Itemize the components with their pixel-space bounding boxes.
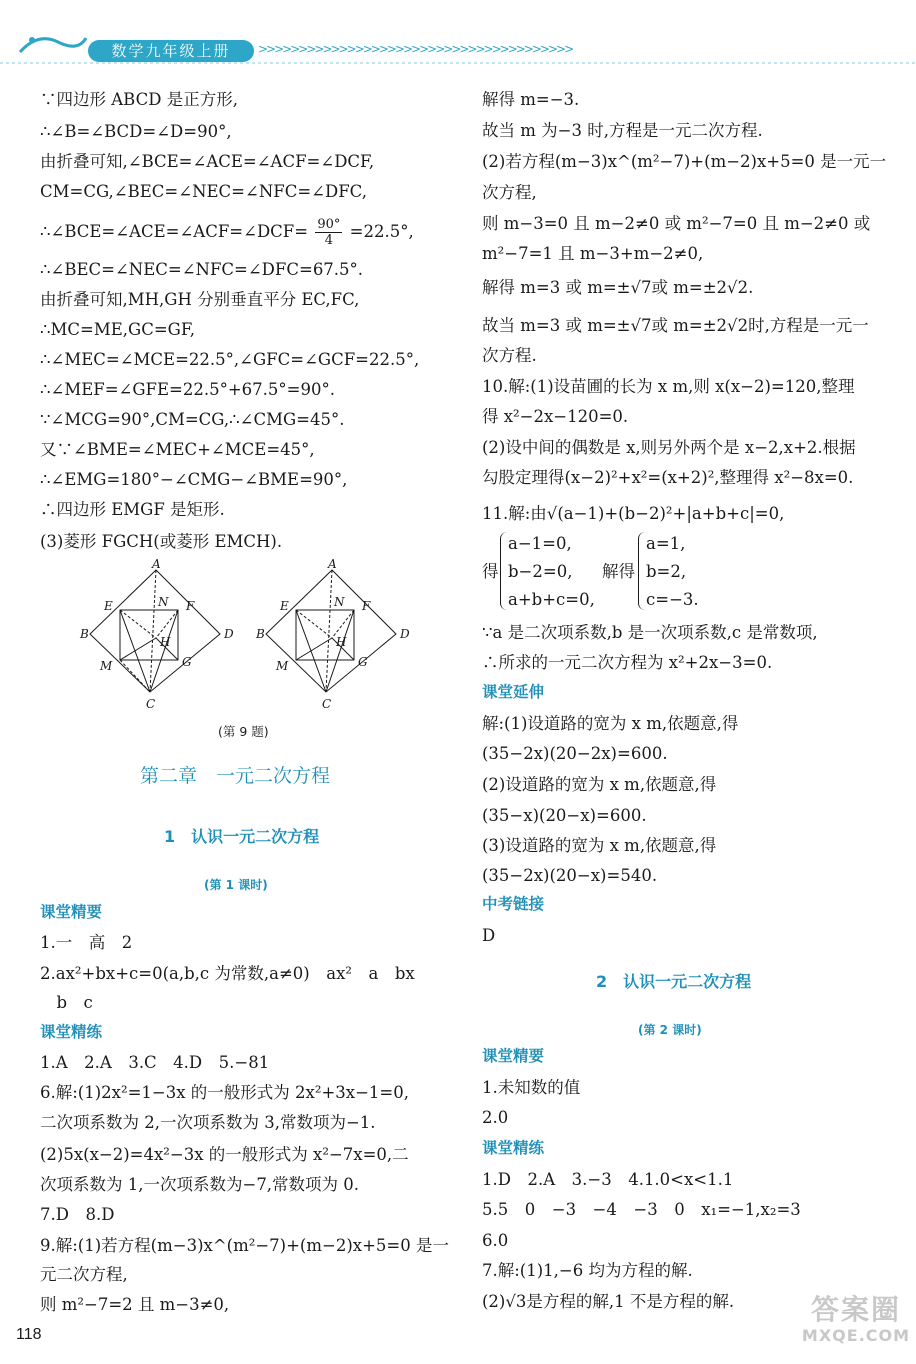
- label-G: G: [358, 655, 368, 669]
- text-line: 次方程.: [482, 346, 537, 365]
- label-H: H: [160, 635, 171, 649]
- text-line: 6.解:(1)2x²=1−3x 的一般形式为 2x²+3x−1=0,: [40, 1083, 409, 1102]
- fraction: [315, 217, 342, 248]
- text-line: 11.解:由√(a−1)+(b−2)²+|a+b+c|=0,: [482, 504, 785, 523]
- text-line: 7.解:(1)1,−6 均为方程的解.: [482, 1261, 693, 1280]
- text-line: ∵∠MCG=90°,CM=CG,∴∠CMG=45°.: [40, 410, 345, 429]
- label-B: B: [80, 627, 89, 641]
- text-line: CM=CG,∠BEC=∠NEC=∠NFC=∠DFC,: [40, 182, 367, 201]
- system-sol: c=−3.: [646, 590, 699, 609]
- section-heading: 课堂延伸: [482, 683, 545, 701]
- page-header: [0, 30, 916, 70]
- text-line: (2)√3是方程的解,1 不是方程的解.: [482, 1292, 735, 1311]
- text-line: (2)设中间的偶数是 x,则另外两个是 x−2,x+2.根据: [482, 438, 856, 457]
- figure-caption: (第 9 题): [218, 724, 269, 739]
- text-line: 1.D 2.A 3.−3 4.1.0<x<1.1: [482, 1170, 734, 1189]
- system-jiede: 解得: [602, 562, 635, 581]
- text-line: 故当 m=3 或 m=±√7或 m=±2√2时,方程是一元一: [482, 316, 869, 335]
- fraction-numerator: 90°: [317, 217, 341, 232]
- label-A: A: [328, 558, 337, 571]
- system-eq: a−1=0,: [508, 534, 572, 553]
- lesson-label: (第 1 课时): [204, 878, 268, 892]
- text-line: 解得 m=−3.: [482, 90, 580, 109]
- label-N: N: [334, 595, 345, 609]
- text-line: 故当 m 为−3 时,方程是一元二次方程.: [482, 121, 763, 140]
- section-title: 2 认识一元二次方程: [596, 972, 752, 991]
- text-line: ∴∠BEC=∠NEC=∠NFC=∠DFC=67.5°.: [40, 260, 364, 279]
- text-line: 2.ax²+bx+c=0(a,b,c 为常数,a≠0) ax² a bx: [40, 964, 415, 983]
- text-line: 1.未知数的值: [482, 1078, 581, 1097]
- text-line: (2)设道路的宽为 x m,依题意,得: [482, 775, 717, 794]
- text-line: 2.0: [482, 1108, 509, 1127]
- text-line: 勾股定理得(x−2)²+x²=(x+2)²,整理得 x²−8x=0.: [482, 468, 854, 487]
- geometry-figure: [78, 558, 418, 710]
- system-eq: a+b+c=0,: [508, 590, 595, 609]
- text-line: 解得 m=3 或 m=±√7或 m=±2√2.: [482, 278, 754, 297]
- label-D: D: [224, 627, 234, 641]
- text-line: b c: [40, 993, 93, 1012]
- text-line: 由折叠可知,∠BCE=∠ACE=∠ACF=∠DCF,: [40, 152, 375, 171]
- text-line: 1.A 2.A 3.C 4.D 5.−81: [40, 1053, 270, 1072]
- watermark-logo: [796, 1293, 916, 1364]
- header-arrows: >>>>>>>>>>>>>>>>>>>>>>>>>>>>>>>>>>>>>>>: [258, 42, 573, 56]
- text-line: (3)设道路的宽为 x m,依题意,得: [482, 836, 717, 855]
- label-E: E: [280, 599, 289, 613]
- text-line: ∵四边形 ABCD 是正方形,: [40, 90, 238, 109]
- label-G: G: [182, 655, 192, 669]
- text-line: m²−7=1 且 m−3+m−2≠0,: [482, 244, 704, 263]
- text-line: D: [482, 926, 496, 945]
- text-line: 10.解:(1)设苗圃的长为 x m,则 x(x−2)=120,整理: [482, 377, 855, 396]
- system-sol: a=1,: [646, 534, 686, 553]
- text-line: ∴所求的一元二次方程为 x²+2x−3=0.: [482, 653, 773, 672]
- text-line: 9.解:(1)若方程(m−3)x^(m²−7)+(m−2)x+5=0 是一: [40, 1236, 449, 1255]
- text-line: 1.一 高 2: [40, 933, 133, 952]
- chapter-title: 第二章 一元二次方程: [140, 765, 331, 787]
- system-de: 得: [482, 562, 499, 581]
- text-line: ∴四边形 EMGF 是矩形.: [40, 500, 225, 519]
- text-line: (2)5x(x−2)=4x²−3x 的一般形式为 x²−7x=0,二: [40, 1145, 409, 1164]
- text-line: ∴∠EMG=180°−∠CMG−∠BME=90°,: [40, 470, 348, 489]
- header-title: 数学九年级上册: [88, 40, 254, 62]
- text-line: 得 x²−2x−120=0.: [482, 407, 629, 426]
- watermark-line1: 答案圈: [810, 1293, 901, 1326]
- section-title: 1 认识一元二次方程: [164, 827, 320, 846]
- text-line: (35−2x)(20−2x)=600.: [482, 744, 668, 763]
- text-line: (35−2x)(20−x)=540.: [482, 866, 658, 885]
- text-line: (2)若方程(m−3)x^(m²−7)+(m−2)x+5=0 是一元一: [482, 152, 887, 171]
- section-heading: 课堂精练: [482, 1139, 545, 1157]
- section-heading: 课堂精练: [40, 1023, 103, 1041]
- figure-right: [266, 570, 396, 692]
- text-line: ∴∠BCE=∠ACE=∠ACF=∠DCF=: [40, 222, 309, 241]
- label-B: B: [256, 627, 265, 641]
- text-line: ∴∠MEF=∠GFE=22.5°+67.5°=90°.: [40, 380, 335, 399]
- text-line: 则 m²−7=2 且 m−3≠0,: [40, 1295, 230, 1314]
- label-F: F: [362, 599, 371, 613]
- system-sol: b=2,: [646, 562, 687, 581]
- text-line: 次方程,: [482, 183, 537, 202]
- text-line: 5.5 0 −3 −4 −3 0 x₁=−1,x₂=3: [482, 1200, 801, 1219]
- header-swoosh-icon: [18, 30, 88, 60]
- text-line: ∴∠B=∠BCD=∠D=90°,: [40, 122, 232, 141]
- section-heading: 课堂精要: [40, 903, 103, 921]
- lesson-label: (第 2 课时): [638, 1023, 702, 1037]
- label-C: C: [146, 697, 156, 710]
- text-line: ∵a 是二次项系数,b 是一次项系数,c 是常数项,: [482, 623, 818, 642]
- text-line: ∴MC=ME,GC=GF,: [40, 320, 195, 339]
- text-line: (35−x)(20−x)=600.: [482, 806, 647, 825]
- fraction-denominator: 4: [324, 233, 333, 248]
- label-D: D: [400, 627, 410, 641]
- page-number: 118: [16, 1326, 42, 1343]
- text-line: (3)菱形 FGCH(或菱形 EMCH).: [40, 532, 283, 551]
- figure-left: [90, 570, 220, 692]
- text-line: 6.0: [482, 1231, 509, 1250]
- system-eq: b−2=0,: [508, 562, 573, 581]
- text-line: 次项系数为 1,一次项系数为−7,常数项为 0.: [40, 1175, 360, 1194]
- section-heading: 中考链接: [482, 895, 545, 913]
- label-A: A: [152, 558, 161, 571]
- text-line: 元二次方程,: [40, 1265, 128, 1284]
- text-line: 7.D 8.D: [40, 1205, 115, 1224]
- label-E: E: [104, 599, 113, 613]
- fraction-tail: =22.5°,: [349, 222, 414, 241]
- text-line: 由折叠可知,MH,GH 分别垂直平分 EC,FC,: [40, 290, 360, 309]
- fraction-line: [40, 217, 414, 248]
- label-C: C: [322, 697, 332, 710]
- text-line: 二次项系数为 2,一次项系数为 3,常数项为−1.: [40, 1113, 376, 1132]
- text-line: 又∵∠BME=∠MEC+∠MCE=45°,: [40, 440, 315, 459]
- text-line: ∴∠MEC=∠MCE=22.5°,∠GFC=∠GCF=22.5°,: [40, 350, 420, 369]
- brace-left: [500, 532, 507, 610]
- watermark-line2: MXQE.COM: [801, 1326, 911, 1345]
- header-dotted-rule: [0, 62, 916, 64]
- label-M: M: [276, 659, 289, 673]
- label-H: H: [336, 635, 347, 649]
- label-M: M: [100, 659, 113, 673]
- section-heading: 课堂精要: [482, 1047, 545, 1065]
- text-line: 解:(1)设道路的宽为 x m,依题意,得: [482, 714, 739, 733]
- label-N: N: [158, 595, 169, 609]
- label-F: F: [186, 599, 195, 613]
- brace-right: [638, 532, 645, 610]
- text-line: 则 m−3=0 且 m−2≠0 或 m²−7=0 且 m−2≠0 或: [482, 214, 871, 233]
